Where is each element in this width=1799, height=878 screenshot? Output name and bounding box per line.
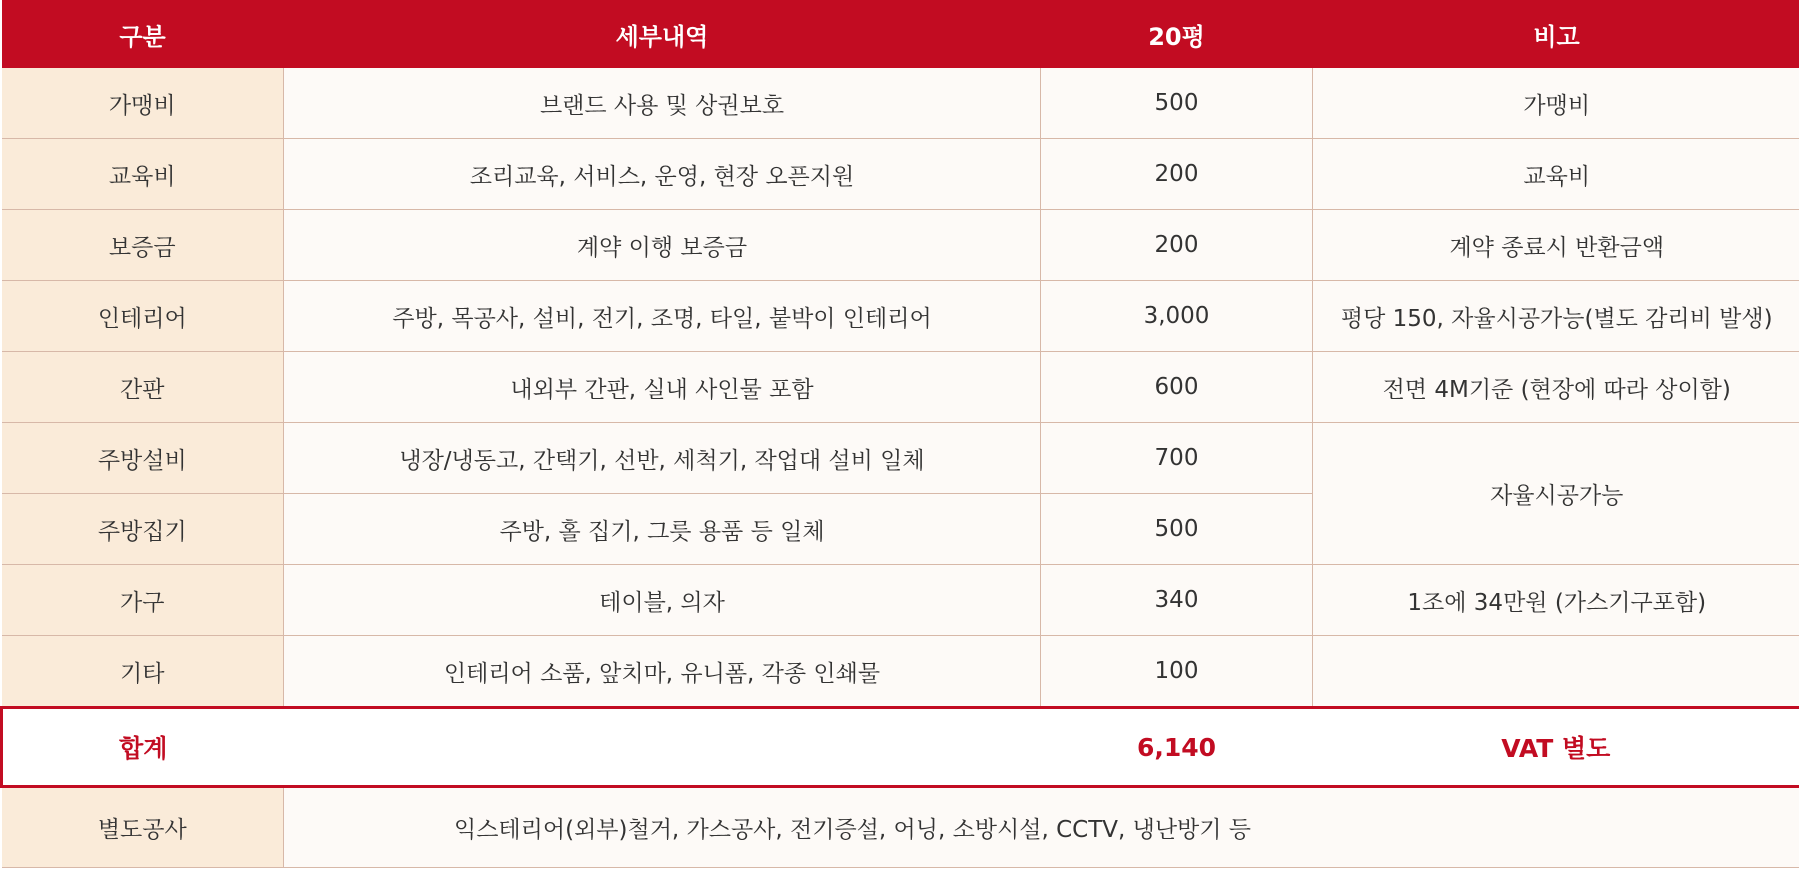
row-amount: 700 — [1041, 423, 1313, 494]
row-detail: 조리교육, 서비스, 운영, 현장 오픈지원 — [284, 139, 1041, 210]
row-category: 가구 — [2, 565, 284, 636]
row-amount: 3,000 — [1041, 281, 1313, 352]
row-detail: 내외부 간판, 실내 사인물 포함 — [284, 352, 1041, 423]
row-note-merged: 자율시공가능 — [1313, 423, 1799, 565]
extra-category: 별도공사 — [2, 787, 284, 868]
row-category: 주방설비 — [2, 423, 284, 494]
row-category: 교육비 — [2, 139, 284, 210]
row-note: 계약 종료시 반환금액 — [1313, 210, 1799, 281]
header-amount: 20평 — [1041, 0, 1313, 68]
table-row — [2, 423, 1799, 494]
row-detail: 테이블, 의자 — [284, 565, 1041, 636]
table-row — [2, 352, 1799, 423]
table-row — [2, 68, 1799, 139]
row-category: 가맹비 — [2, 68, 284, 139]
row-category: 주방집기 — [2, 494, 284, 565]
header-note: 비고 — [1313, 0, 1799, 68]
row-amount: 100 — [1041, 636, 1313, 708]
row-category: 인테리어 — [2, 281, 284, 352]
header-detail: 세부내역 — [284, 0, 1041, 68]
total-row — [2, 708, 1799, 787]
row-note: 평당 150, 자율시공가능(별도 감리비 발생) — [1313, 281, 1799, 352]
header-category: 구분 — [2, 0, 284, 68]
row-detail: 냉장/냉동고, 간택기, 선반, 세척기, 작업대 설비 일체 — [284, 423, 1041, 494]
row-amount: 340 — [1041, 565, 1313, 636]
row-note: 전면 4M기준 (현장에 따라 상이함) — [1313, 352, 1799, 423]
row-note — [1313, 636, 1799, 708]
table-row — [2, 565, 1799, 636]
row-category: 간판 — [2, 352, 284, 423]
total-note: VAT 별도 — [1313, 708, 1799, 787]
row-category: 기타 — [2, 636, 284, 708]
row-amount: 500 — [1041, 494, 1313, 565]
row-detail: 주방, 목공사, 설비, 전기, 조명, 타일, 붙박이 인테리어 — [284, 281, 1041, 352]
total-detail-empty — [284, 708, 1041, 787]
row-category: 보증금 — [2, 210, 284, 281]
table-row — [2, 139, 1799, 210]
extra-work-row — [2, 787, 1799, 868]
total-label: 합계 — [2, 708, 284, 787]
row-detail: 주방, 홀 집기, 그릇 용품 등 일체 — [284, 494, 1041, 565]
extra-detail: 익스테리어(외부)철거, 가스공사, 전기증설, 어닝, 소방시설, CCTV, 냉난방기 등 — [284, 787, 1799, 868]
table-header-row — [2, 0, 1799, 68]
table-row — [2, 281, 1799, 352]
row-detail: 인테리어 소품, 앞치마, 유니폼, 각종 인쇄물 — [284, 636, 1041, 708]
row-amount: 200 — [1041, 139, 1313, 210]
row-amount: 600 — [1041, 352, 1313, 423]
row-amount: 200 — [1041, 210, 1313, 281]
row-note: 교육비 — [1313, 139, 1799, 210]
row-detail: 브랜드 사용 및 상권보호 — [284, 68, 1041, 139]
table-row — [2, 210, 1799, 281]
table-row — [2, 636, 1799, 708]
row-amount: 500 — [1041, 68, 1313, 139]
row-detail: 계약 이행 보증금 — [284, 210, 1041, 281]
row-note: 가맹비 — [1313, 68, 1799, 139]
total-amount: 6,140 — [1041, 708, 1313, 787]
row-note: 1조에 34만원 (가스기구포함) — [1313, 565, 1799, 636]
